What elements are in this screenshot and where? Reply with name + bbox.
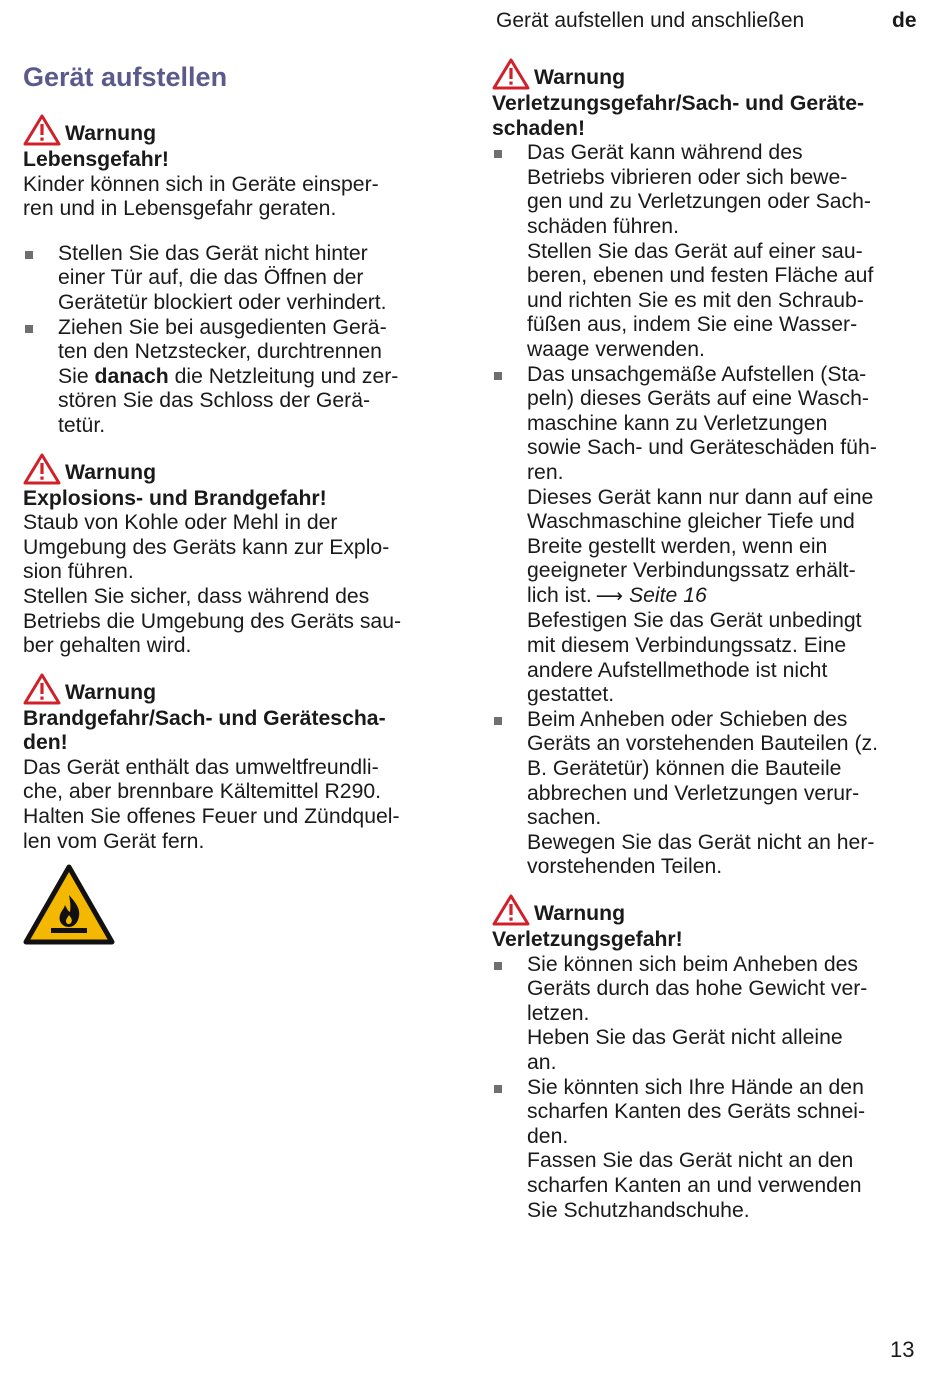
bullet-list (492, 953, 922, 1224)
text-line: geeigneter Verbindungssatz erhält- (527, 559, 856, 583)
text-fragment: lich ist. (527, 583, 592, 607)
text-line: Sie Schutzhandschuhe. (527, 1198, 750, 1222)
text-line: Gerätetür blockiert oder verhindert. (58, 290, 387, 314)
text-line: ren und in Lebensgefahr geraten. (23, 197, 337, 221)
text-line: Stellen Sie sicher, dass während des (23, 584, 370, 608)
text-line: sachen. (527, 806, 602, 830)
text-line: ten den Netzstecker, durchtrennen (58, 340, 382, 364)
text-line: Beim Anheben oder Schieben des (527, 707, 848, 731)
emphasis-text: danach (94, 364, 169, 388)
warning-block-injury (492, 894, 922, 1223)
hazard-title (492, 92, 922, 141)
text-fragment: Sie (58, 364, 95, 388)
warning-label: Warnung (65, 680, 157, 704)
hazard-title (23, 707, 453, 756)
text-line: gen und zu Verletzungen oder Sach- (527, 190, 871, 214)
warning-triangle-icon (23, 114, 61, 146)
warning-block-fire (23, 673, 453, 953)
text-line: sowie Sach- und Geräteschäden füh- (527, 436, 877, 460)
right-column (492, 58, 922, 1223)
section-title: Gerät aufstellen (23, 62, 228, 92)
text-line: schäden führen. (527, 214, 679, 238)
warning-triangle-icon (23, 453, 61, 485)
text-line: tetür. (58, 413, 106, 437)
text-line: waage verwenden. (527, 337, 705, 361)
text-line: Das unsachgemäße Aufstellen (Sta- (527, 362, 867, 386)
hazard-title: Lebensgefahr! (23, 148, 169, 171)
text-line: che, aber brennbare Kältemittel R290. (23, 780, 382, 804)
text-line: Halten Sie offenes Feuer und Zündquel- (23, 805, 400, 829)
warning-heading (492, 58, 922, 90)
text-line: ren. (527, 460, 564, 484)
text-line: sion führen. (23, 560, 134, 584)
text-line: andere Aufstellmethode ist nicht (527, 658, 828, 682)
hazard-title: Explosions- und Brandgefahr! (23, 486, 327, 510)
text-line: abbrechen und Verletzungen verur- (527, 781, 860, 805)
text-line: Fassen Sie das Gerät nicht an den (527, 1149, 854, 1173)
text-line: Betriebs die Umgebung des Geräts sau- (23, 609, 402, 633)
text-line: beren, ebenen und festen Fläche auf (527, 264, 874, 288)
text-line: Stellen Sie das Gerät nicht hinter (58, 241, 368, 265)
text-line: füßen aus, indem Sie eine Wasser- (527, 313, 858, 337)
text-line: Geräts durch das hohe Gewicht ver- (527, 977, 868, 1001)
text-line: Verletzungsgefahr/Sach- und Geräte- (492, 92, 865, 115)
text-line: Brandgefahr/Sach- und Gerätescha- (23, 706, 386, 730)
warning-triangle-icon (492, 894, 530, 926)
text-line: einer Tür auf, die das Öffnen der (58, 266, 364, 290)
text-line: Das Gerät kann während des (527, 141, 803, 165)
text-line: Staub von Kohle oder Mehl in der (23, 511, 338, 535)
text-line: Das Gerät enthält das umweltfreundli- (23, 755, 379, 779)
list-item (492, 708, 922, 880)
warning-label: Warnung (534, 66, 626, 89)
page-reference[interactable] (527, 584, 922, 610)
warning-label: Warnung (534, 902, 626, 925)
list-item (23, 242, 453, 316)
bullet-list (492, 141, 922, 880)
warning-heading (492, 894, 922, 926)
page-number: 13 (890, 1337, 915, 1362)
text-line: letzen. (527, 1001, 590, 1025)
text-line: an. (527, 1050, 557, 1074)
warning-heading (23, 673, 453, 705)
text-line: len vom Gerät fern. (23, 829, 205, 853)
warning-text (23, 756, 453, 854)
warning-triangle-icon (23, 673, 61, 705)
warning-block-injury-damage (492, 58, 922, 880)
text-line: Bewegen Sie das Gerät nicht an her- (527, 830, 875, 854)
text-line: maschine kann zu Verletzungen (527, 411, 828, 435)
bullet-list (23, 242, 453, 439)
text-line: und richten Sie es mit den Schraub- (527, 288, 864, 312)
list-item (492, 1076, 922, 1224)
text-line: Ziehen Sie bei ausgedienten Gerä- (58, 315, 387, 339)
warning-block-explosion (23, 453, 453, 659)
hazard-title: Verletzungsgefahr! (492, 928, 683, 951)
text-line: schaden! (492, 116, 586, 140)
warning-text (23, 511, 453, 659)
text-line: vorstehenden Teilen. (527, 855, 723, 879)
text-line: scharfen Kanten an und verwenden (527, 1173, 862, 1197)
text-line: Befestigen Sie das Gerät unbedingt (527, 609, 862, 633)
warning-heading (23, 453, 453, 485)
text-line: scharfen Kanten des Geräts schnei- (527, 1100, 866, 1124)
flammable-material-sign-icon (23, 864, 115, 946)
text-fragment: die Netzleitung und zer- (168, 364, 399, 388)
text-line: Sie können sich beim Anheben des (527, 952, 858, 976)
warning-text (23, 173, 453, 222)
text-line: stören Sie das Schloss der Gerä- (58, 389, 371, 413)
text-line: ber gehalten wird. (23, 634, 192, 658)
warning-label: Warnung (65, 460, 157, 484)
text-line: den! (23, 731, 68, 755)
text-line: Stellen Sie das Gerät auf einer sau- (527, 239, 863, 263)
language-code: de (892, 9, 917, 32)
text-line: Breite gestellt werden, wenn ein (527, 534, 828, 558)
warning-block-life (23, 114, 453, 439)
arrow-right-icon: ⟶ (595, 585, 624, 607)
left-column (23, 60, 453, 953)
text-line: peln) dieses Geräts auf eine Wasch- (527, 387, 869, 411)
warning-label: Warnung (65, 122, 157, 145)
text-line: Betriebs vibrieren oder sich bewe- (527, 165, 848, 189)
list-item (492, 363, 922, 708)
text-line: Heben Sie das Gerät nicht alleine (527, 1026, 843, 1050)
list-item (23, 316, 453, 439)
list-item (492, 141, 922, 362)
text-line: Kinder können sich in Geräte einsper- (23, 172, 379, 196)
list-item (492, 953, 922, 1076)
warning-triangle-icon (492, 58, 530, 90)
page-reference-link[interactable]: Seite 16 (629, 583, 707, 607)
text-line: Geräts an vorstehenden Bauteilen (z. (527, 732, 878, 756)
text-line: Umgebung des Geräts kann zur Explo- (23, 535, 390, 559)
warning-heading (23, 114, 453, 146)
text-line: Sie könnten sich Ihre Hände an den (527, 1075, 864, 1099)
text-line: B. Gerätetür) können die Bauteile (527, 757, 842, 781)
text-line: Dieses Gerät kann nur dann auf eine (527, 485, 874, 509)
text-line: Waschmaschine gleicher Tiefe und (527, 510, 855, 534)
running-header-title: Gerät aufstellen und anschließen (496, 9, 805, 32)
text-line: den. (527, 1124, 569, 1148)
text-line: gestattet. (527, 683, 615, 707)
text-line: mit diesem Verbindungssatz. Eine (527, 634, 847, 658)
text-line (58, 365, 453, 390)
